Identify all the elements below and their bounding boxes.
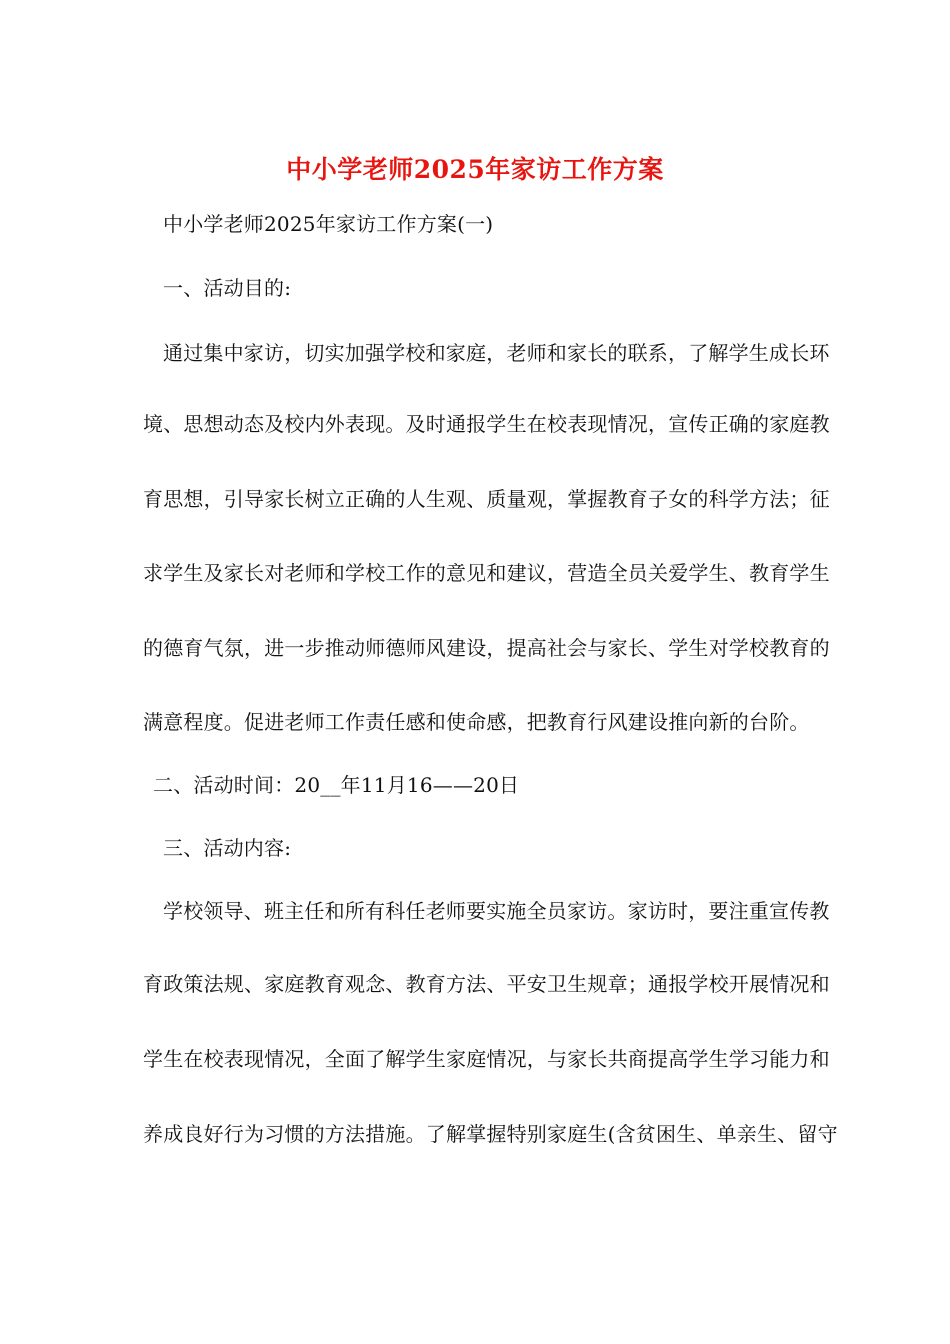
section-heading-purpose: 一、活动目的: — [163, 276, 292, 300]
paragraph-line: 的德育气氛，进一步推动师德师风建设，提高社会与家长、学生对学校教育的 — [143, 636, 830, 660]
paragraph-line: 育政策法规、家庭教育观念、教育方法、平安卫生规章；通报学校开展情况和 — [143, 972, 830, 996]
paragraph-line: 育思想，引导家长树立正确的人生观、质量观，掌握教育子女的科学方法；征 — [143, 487, 830, 511]
paragraph-line: 满意程度。促进老师工作责任感和使命感，把教育行风建设推向新的台阶。 — [143, 710, 810, 734]
paragraph-line: 学校领导、班主任和所有科任老师要实施全员家访。家访时，要注重宣传教 — [163, 899, 830, 923]
paragraph-line: 通过集中家访，切实加强学校和家庭，老师和家长的联系，了解学生成长环 — [163, 341, 830, 365]
section-heading-content: 三、活动内容: — [163, 836, 292, 860]
paragraph-line: 求学生及家长对老师和学校工作的意见和建议，营造全员关爱学生、教育学生 — [143, 561, 830, 585]
paragraph-line: 境、思想动态及校内外表现。及时通报学生在校表现情况，宣传正确的家庭教 — [143, 412, 830, 436]
document-subtitle: 中小学老师2025年家访工作方案(一) — [163, 212, 494, 236]
paragraph-line: 养成良好行为习惯的方法措施。了解掌握特别家庭生(含贫困生、单亲生、留守 — [143, 1122, 838, 1146]
section-heading-time: 二、活动时间：20__年11月16——20日 — [153, 773, 520, 797]
document-title: 中小学老师2025年家访工作方案 — [286, 155, 664, 184]
paragraph-line: 学生在校表现情况，全面了解学生家庭情况，与家长共商提高学生学习能力和 — [143, 1047, 830, 1071]
